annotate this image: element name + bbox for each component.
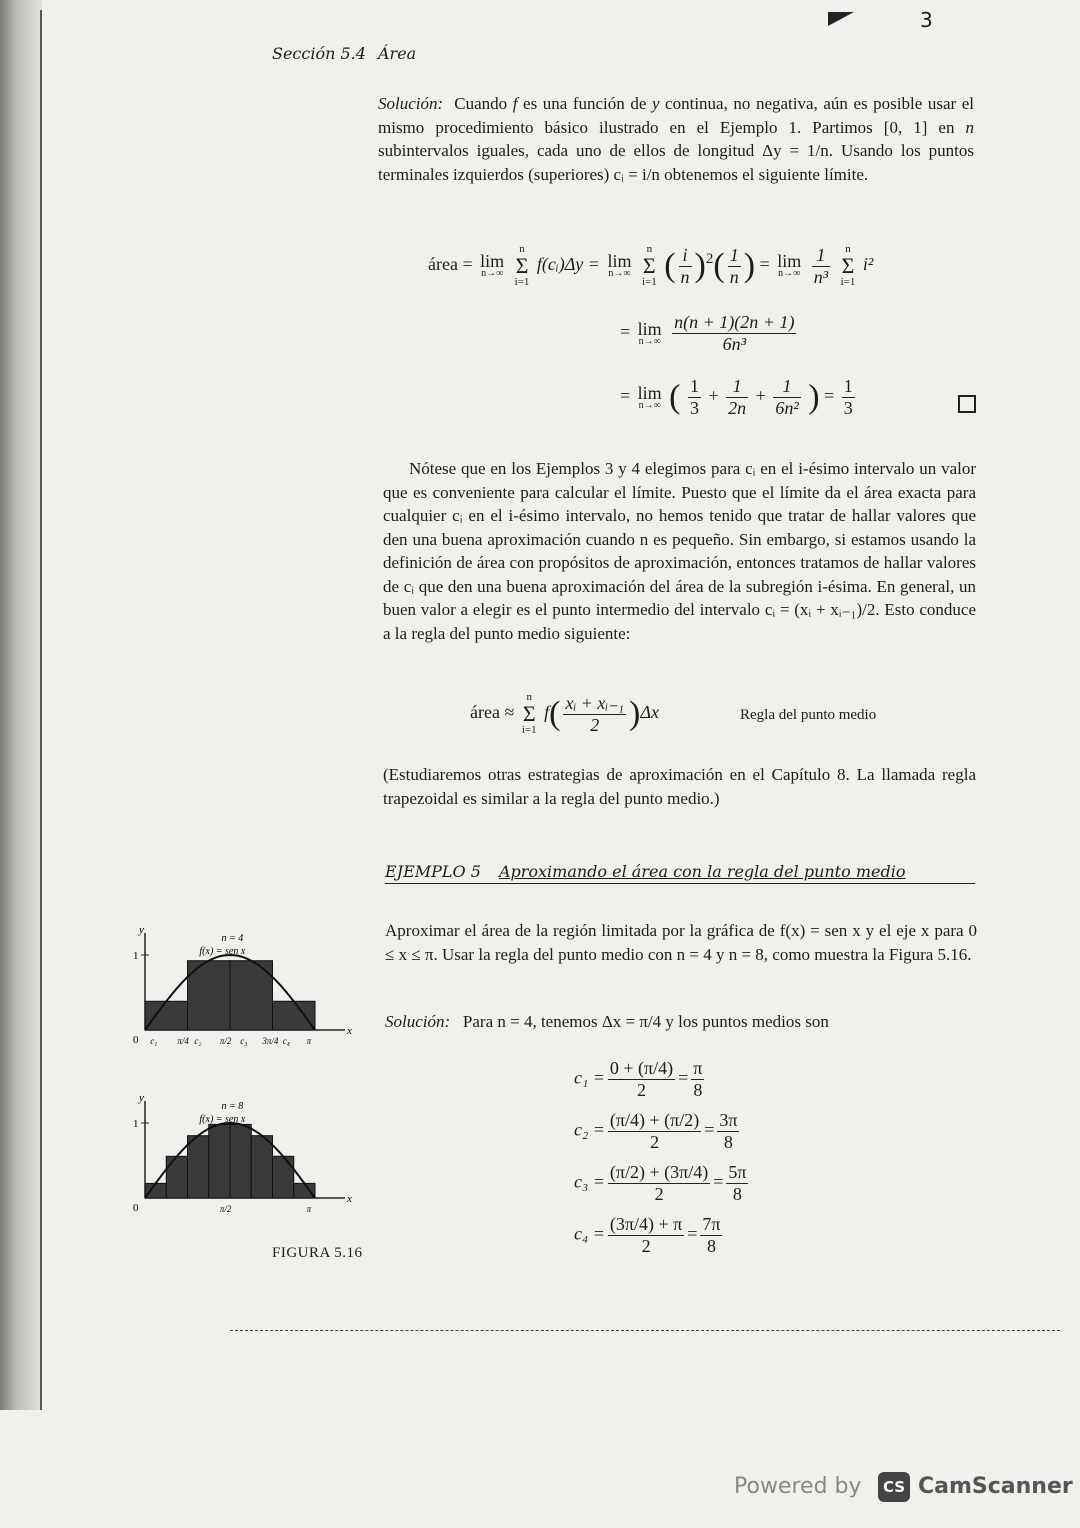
mr-lhs: área ≈	[470, 702, 515, 723]
lim-sub: n→∞	[778, 268, 801, 279]
x-tick-label: π/2	[219, 1204, 232, 1214]
solution-f: f	[512, 94, 518, 113]
frac-num: 1	[729, 244, 739, 265]
frac-num: (π/4) + (π/2)	[609, 1110, 700, 1130]
midpoint-result	[700, 1214, 722, 1257]
example-title: Aproximando el área con la regla del punto medio	[498, 862, 906, 881]
midpoint-frac	[608, 1162, 710, 1205]
camscanner-logo-icon: CS	[878, 1472, 910, 1502]
midpoint-rectangle	[294, 1183, 315, 1198]
midpoint-eq: =	[704, 1119, 715, 1140]
midpoint-rectangle	[188, 1136, 209, 1198]
example-solution-text: Para n = 4, tenemos Δx = π/4 y los puntos medios son	[462, 1012, 829, 1031]
midpoint-frac	[608, 1110, 701, 1153]
origin-label: 0	[133, 1034, 139, 1046]
eq3-sign: =	[620, 385, 631, 406]
mr-dx: Δx	[640, 702, 659, 723]
sum-op-2: n Σ i=1	[641, 243, 657, 288]
function-label: f(x) = sen x	[199, 946, 246, 957]
powered-by-text: Powered by	[734, 1474, 862, 1499]
midpoint-lhs: c₃ =	[574, 1171, 605, 1192]
sum-bottom: i=1	[521, 724, 537, 736]
frac-num: 1	[773, 376, 800, 398]
frac-den: 6n²	[775, 398, 799, 418]
sum-top: n	[519, 243, 525, 255]
midpoint-lhs: c₁ =	[574, 1067, 605, 1088]
frac-num: 3π	[719, 1110, 738, 1130]
example-5-heading	[385, 862, 975, 884]
eq-lim-3	[777, 253, 801, 279]
frac-num: π	[693, 1058, 703, 1078]
frac-num: 5π	[728, 1162, 747, 1182]
equation-line-1: área = lim n→∞ n Σ i=1 f(cᵢ)Δy = lim n→∞ n Σ i=1 ( $\frac{i}{n}$ )$^2$( $\frac{1}{n}$ ) = lim n→∞ $\frac{1}{\text{n³}}$ n Σ i=1 i²	[428, 243, 874, 288]
frac-1-n	[728, 245, 741, 288]
eq-lim-2	[607, 253, 631, 279]
frac-den: 2	[637, 1080, 647, 1100]
midpoint-lhs: c₂ =	[574, 1119, 605, 1140]
mr-frac	[563, 693, 626, 736]
lim-sub: n→∞	[638, 335, 661, 347]
midpoints-list	[574, 1058, 751, 1266]
figure-n8	[115, 1078, 355, 1228]
midpoint-row	[574, 1162, 751, 1214]
solution-y: y	[651, 94, 660, 113]
lim-text: lim	[777, 251, 802, 271]
x-tick-label: c₁	[150, 1036, 158, 1046]
eq3-sign-2: =	[824, 385, 835, 406]
frac-den: 2	[654, 1184, 664, 1204]
midpoint-rectangle	[145, 1183, 166, 1198]
section-title: Área	[378, 44, 417, 63]
midpoint-rectangle	[145, 1001, 188, 1030]
lim-text: lim	[637, 318, 662, 339]
corner-number: 3	[920, 8, 933, 32]
equation-line-2	[620, 312, 799, 355]
sum-op-3: n Σ i=1	[840, 243, 856, 288]
frac-den: 2	[641, 1236, 651, 1256]
example-solution	[385, 1010, 977, 1034]
n-label: n = 4	[221, 933, 244, 944]
figure-n4	[115, 905, 355, 1070]
midpoint-row	[574, 1058, 751, 1110]
frac-den: 8	[732, 1184, 742, 1204]
qed-box	[958, 395, 976, 413]
midpoint-rectangle	[273, 1001, 316, 1030]
x-tick-label: 3π/4	[262, 1036, 279, 1046]
lim-text: lim	[637, 382, 662, 403]
frac-result	[842, 376, 855, 419]
camscanner-brand: CamScanner	[918, 1474, 1073, 1499]
page-binding-edge	[0, 0, 42, 1410]
midpoint-rectangle	[166, 1156, 187, 1198]
sum-bottom: i=1	[641, 276, 657, 288]
mr-sum: n Σ i=1	[521, 691, 537, 736]
frac-1-6n2	[773, 376, 800, 419]
solution-label: Solución:	[378, 94, 444, 113]
frac-num: (3π/4) + π	[609, 1214, 683, 1234]
midpoint-rule-formula: área ≈ n Σ i=1 f( $\frac{\text{xᵢ + xᵢ₋₁}}{2}$ )Δx	[470, 691, 659, 736]
eq-lim-1	[480, 253, 504, 279]
x-tick-label: c₂	[194, 1036, 202, 1046]
lim-sub: n→∞	[608, 268, 631, 279]
eq-exp: 2	[705, 251, 714, 268]
midpoint-rectangle	[230, 1124, 251, 1198]
solution-text-d: subintervalos iguales, cada uno de ellos de longitud Δy = 1/n. Usando los puntos terminales izquierdos (superiores) cᵢ = i/n obtenemos el siguiente límite.	[378, 141, 974, 184]
lim-text: lim	[607, 251, 632, 271]
frac-i-n	[679, 245, 692, 288]
sum-bottom: i=1	[840, 276, 856, 288]
eq3-lim	[637, 382, 662, 411]
frac-num: 7π	[702, 1214, 721, 1234]
x-tick-label: π	[306, 1204, 312, 1214]
frac-den: 8	[693, 1080, 703, 1100]
x-tick-label: π	[306, 1036, 312, 1046]
frac-num: 1	[843, 376, 853, 396]
frac-den: 2	[650, 1132, 660, 1152]
sum-bottom: i=1	[514, 276, 530, 288]
plus-2: +	[755, 385, 766, 406]
eq2-sign: =	[620, 321, 631, 342]
section-header: Sección 5.4	[272, 44, 366, 63]
x-tick-label: c₃	[240, 1036, 248, 1046]
n-label: n = 8	[221, 1101, 244, 1112]
x-axis-label: x	[347, 1193, 352, 1205]
origin-label: 0	[133, 1202, 139, 1214]
frac-num: i	[679, 245, 692, 267]
sum-op-1: n Σ i=1	[514, 243, 530, 288]
solution-paragraph	[378, 92, 974, 186]
solution-text-c: continua, no negativa, aún es posible usar el mismo procedimiento básico ilustrado en el Ejemplo 1. Partimos [0, 1] en	[378, 94, 975, 137]
equation-line-3: = lim n→∞ ( $\frac{1}{3}$ + $\frac{1}{2n}$ + $\frac{1}{\text{6n²}}$ ) = $\frac{1}{3}$	[620, 376, 853, 418]
frac-num: 1	[690, 376, 699, 396]
x-tick-label: c₄	[282, 1036, 290, 1046]
midpoint-eq: =	[687, 1223, 698, 1244]
midpoint-rectangle	[209, 1124, 230, 1198]
frac-1-n3	[812, 245, 830, 288]
midpoint-row	[574, 1214, 751, 1266]
x-tick-label: π/2	[219, 1036, 232, 1046]
function-label: f(x) = sen x	[199, 1114, 246, 1125]
frac-den: 2	[590, 714, 600, 735]
midpoint-rectangle	[251, 1136, 272, 1198]
sum-top: n	[845, 243, 851, 255]
example-solution-label: Solución:	[385, 1012, 451, 1031]
midpoint-result	[691, 1058, 704, 1101]
frac-num: 1	[726, 376, 748, 398]
frac-num: 1	[812, 245, 830, 267]
example-label: EJEMPLO 5	[385, 862, 481, 881]
y-axis-label: y	[139, 1092, 144, 1104]
paragraph-other-strategies: (Estudiaremos otras estrategias de aproximación en el Capítulo 8. La llamada regla trapezoidal es similar a la regla del punto medio.)	[383, 765, 976, 808]
frac-den: n	[680, 266, 690, 287]
eq-area-label: área =	[428, 254, 473, 275]
x-tick-label: π/4	[177, 1036, 189, 1046]
corner-mark	[828, 12, 854, 26]
figure-caption: FIGURA 5.16	[272, 1245, 363, 1261]
frac-num: 0 + (π/4)	[609, 1058, 674, 1078]
lim-sub: n→∞	[638, 399, 661, 411]
lim-sub: n→∞	[481, 268, 504, 279]
mr-f: f	[544, 702, 550, 723]
y-tick-label: 1	[133, 1118, 139, 1130]
paragraph-midpoint-intro: Nótese que en los Ejemplos 3 y 4 elegimos para cᵢ en el i-ésimo intervalo un valor que es conveniente para calcular el límite. Puesto que el límite da el área exacta para cualquier cᵢ en el i-ésimo intervalo, no hemos tenido que tratar de hallar valores que den una buena aproximación cuando n es pequeño. Sin embargo, si estamos usando la definición de área con propósitos de aproximación, entonces tratamos de hallar valores de cᵢ que den una buena aproximación del área de la subregión i-ésima. En general, un buen valor a elegir es el punto intermedio del intervalo cᵢ = (xᵢ + xᵢ₋₁)/2. Esto conduce a la regla del punto medio siguiente:	[383, 459, 976, 643]
midpoint-eq: =	[678, 1067, 689, 1088]
frac-den: 8	[706, 1236, 716, 1256]
frac-den: n	[729, 266, 739, 287]
frac-den: 3	[690, 398, 699, 418]
page-binding-line	[40, 10, 42, 1410]
eq-sign: =	[759, 254, 770, 275]
midpoint-frac	[608, 1214, 684, 1257]
frac-den: 8	[723, 1132, 733, 1152]
frac-num: xᵢ + xᵢ₋₁	[565, 692, 625, 713]
frac-den: 3	[843, 398, 853, 418]
y-axis-label: y	[139, 924, 144, 936]
midpoint-result	[726, 1162, 748, 1205]
camscanner-footer	[730, 1466, 1073, 1510]
midpoint-rule-label: Regla del punto medio	[740, 707, 877, 723]
sum-top: n	[646, 243, 653, 255]
solution-n: n	[965, 117, 974, 137]
midpoint-lhs: c₄ =	[574, 1223, 605, 1244]
eq-term-1: f(cᵢ)Δy =	[536, 254, 600, 275]
frac-den: 2n	[728, 398, 747, 418]
midpoint-result	[717, 1110, 739, 1153]
eq-i-squared: i²	[862, 254, 874, 275]
frac-1-2n	[726, 376, 748, 419]
frac-1-3	[688, 376, 701, 419]
sum-top: n	[526, 691, 532, 703]
midpoint-row	[574, 1110, 751, 1162]
midpoint-eq: =	[713, 1171, 724, 1192]
page-bottom-rule	[230, 1330, 1060, 1331]
y-tick-label: 1	[133, 950, 139, 962]
midpoint-rectangle	[273, 1156, 294, 1198]
frac-num: (π/2) + (3π/4)	[609, 1162, 709, 1182]
solution-text-a: Cuando	[454, 94, 513, 113]
frac-line2	[672, 312, 796, 355]
x-axis-label: x	[347, 1025, 352, 1037]
plus-1: +	[708, 385, 719, 406]
midpoint-frac	[608, 1058, 675, 1101]
eq2-lim	[637, 318, 662, 347]
frac-den: 6n³	[722, 334, 747, 354]
frac-den: n³	[813, 266, 829, 287]
example-statement: Aproximar el área de la región limitada por la gráfica de f(x) = sen x y el eje x para 0 ≤ x ≤ π. Usar la regla del punto medio con n = 4 y n = 8, como muestra la Figura 5.16.	[385, 921, 977, 964]
solution-text-b: es una función de	[517, 94, 652, 113]
frac-num: n(n + 1)(2n + 1)	[674, 312, 795, 332]
lim-text: lim	[480, 251, 505, 271]
